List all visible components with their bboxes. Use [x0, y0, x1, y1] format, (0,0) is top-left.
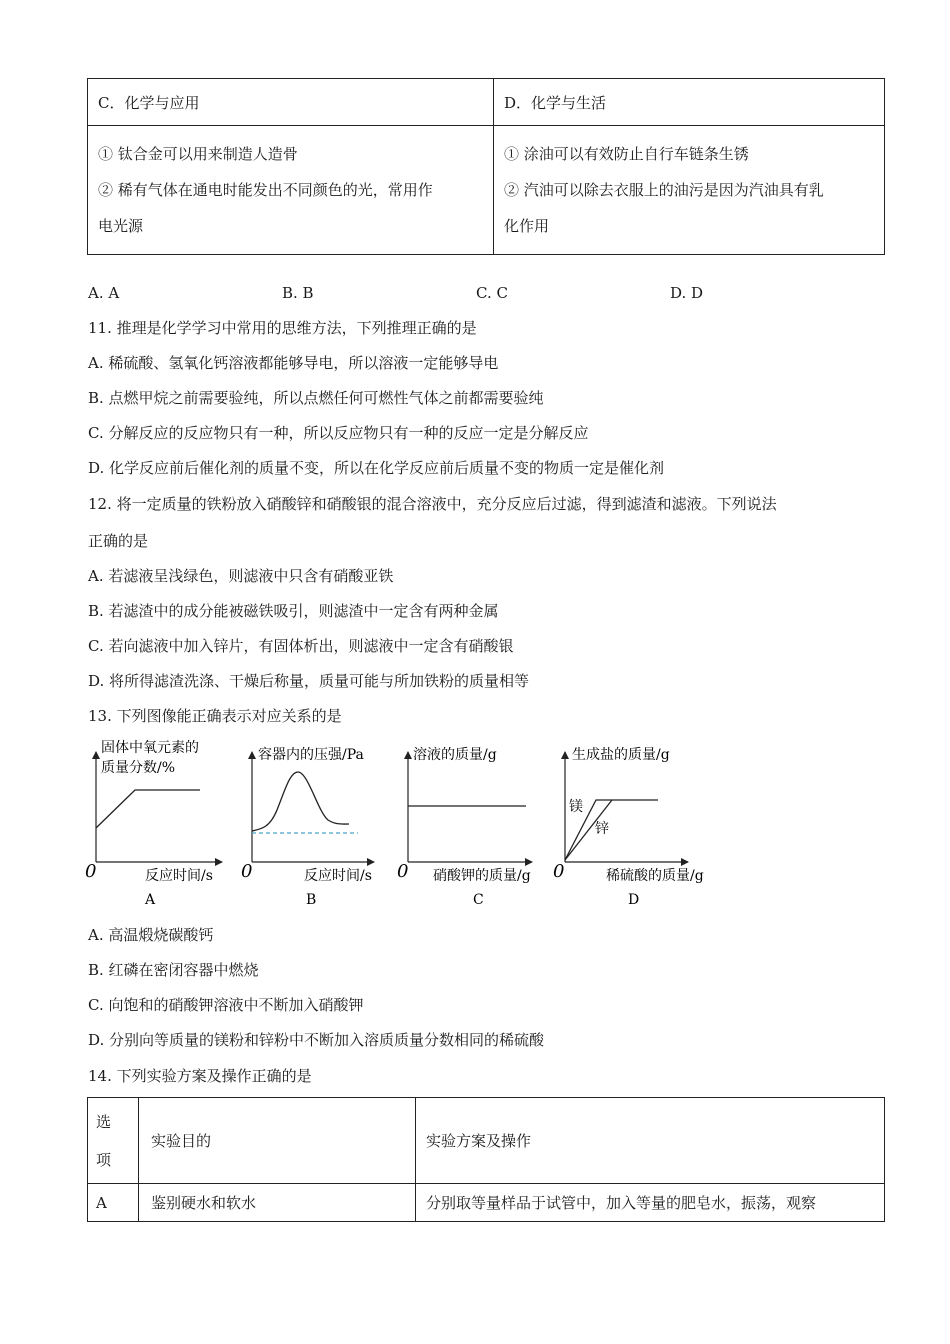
graph-d [553, 746, 704, 908]
graph-d-label-zn: 锌 [595, 821, 609, 837]
graph-d-label-mg: 镁 [569, 799, 583, 815]
q12-stem-cont: 正确的是 [88, 532, 149, 550]
q12-option-a: A. 若滤液呈浅绿色，则滤液中只含有硝酸亚铁 [88, 567, 394, 585]
graph-a-letter: A [145, 892, 156, 908]
graph-d-xlabel: 稀硫酸的质量/g [606, 868, 704, 884]
header-purpose: 实验目的 [139, 1098, 416, 1184]
row-a-option: A [88, 1184, 139, 1222]
graph-b-letter: B [306, 892, 317, 908]
q10-option-d: D. D [670, 284, 704, 302]
q11-option-b: B. 点燃甲烷之前需要验纯，所以点燃任何可燃性气体之前都需要验纯 [88, 389, 544, 407]
graph-d-ylabel: 生成盐的质量/g [572, 747, 670, 763]
graph-b-ylabel: 容器内的压强/Pa [258, 747, 364, 763]
q13-option-c: C. 向饱和的硝酸钾溶液中不断加入硝酸钾 [88, 996, 364, 1014]
q10-option-a: A. A [88, 284, 120, 302]
q13-option-d: D. 分别向等质量的镁粉和锌粉中不断加入溶质质量分数相同的稀硫酸 [88, 1031, 545, 1049]
q11-option-c: C. 分解反应的反应物只有一种，所以反应物只有一种的反应一定是分解反应 [88, 424, 589, 442]
q13-option-b: B. 红磷在密闭容器中燃烧 [88, 961, 259, 979]
header-option-line: 项 [96, 1150, 112, 1169]
graph-b [241, 746, 374, 908]
cell-line: ① 涂油可以有效防止自行车链条生锈 [504, 145, 749, 163]
header-method: 实验方案及操作 [416, 1098, 885, 1184]
q10-option-c: C. C [476, 284, 508, 302]
graph-a-curve [96, 790, 200, 828]
graph-c-letter: C [473, 892, 484, 908]
q14-stem: 14. 下列实验方案及操作正确的是 [88, 1067, 312, 1085]
graph-b-curve [252, 772, 349, 831]
cell-line: 化作用 [504, 217, 550, 235]
graph-d-origin: 0 [553, 861, 565, 882]
table-cell-c-header: C．化学与应用 [88, 79, 494, 126]
header-option-line: 选 [96, 1112, 112, 1131]
q11-option-d: D. 化学反应前后催化剂的质量不变，所以在化学反应前后质量不变的物质一定是催化剂 [88, 459, 665, 477]
q10-option-b: B. B [282, 284, 314, 302]
q12-stem: 12. 将一定质量的铁粉放入硝酸锌和硝酸银的混合溶液中，充分反应后过滤，得到滤渣和滤液。下列说法 [88, 495, 777, 513]
table-cell-d-header: D．化学与生活 [494, 79, 885, 126]
q11-stem: 11. 推理是化学学习中常用的思维方法，下列推理正确的是 [88, 319, 477, 337]
q13-option-a: A. 高温煅烧碳酸钙 [88, 926, 214, 944]
experiment-table [87, 1097, 885, 1222]
graph-d-letter: D [628, 892, 640, 908]
graph-a-ylabel-2: 质量分数/% [101, 760, 176, 776]
graph-c [397, 746, 532, 908]
graph-b-xlabel: 反应时间/s [304, 868, 372, 884]
q13-stem: 13. 下列图像能正确表示对应关系的是 [88, 707, 342, 725]
graph-a-origin: 0 [85, 861, 97, 882]
cell-line: ① 钛合金可以用来制造人造骨 [98, 145, 298, 163]
graph-c-ylabel: 溶液的质量/g [413, 747, 497, 763]
header-option [88, 1098, 139, 1184]
cell-line: ② 稀有气体在通电时能发出不同颜色的光，常用作 [98, 181, 433, 199]
graph-a-ylabel-1: 固体中氧元素的 [101, 740, 199, 756]
graph-c-origin: 0 [397, 861, 409, 882]
cell-line: ② 汽油可以除去衣服上的油污是因为汽油具有乳 [504, 181, 824, 199]
graph-c-xlabel: 硝酸钾的质量/g [433, 868, 531, 884]
graph-b-origin: 0 [241, 861, 253, 882]
q12-option-c: C. 若向滤液中加入锌片，有固体析出，则滤液中一定含有硝酸银 [88, 637, 514, 655]
q12-option-d: D. 将所得滤渣洗涤、干燥后称量，质量可能与所加铁粉的质量相等 [88, 672, 530, 690]
graph-a-xlabel: 反应时间/s [145, 868, 213, 884]
cell-line: 电光源 [98, 217, 144, 235]
q12-option-b: B. 若滤渣中的成分能被磁铁吸引，则滤渣中一定含有两种金属 [88, 602, 499, 620]
q11-option-a: A. 稀硫酸、氢氧化钙溶液都能够导电，所以溶液一定能够导电 [88, 354, 499, 372]
row-a-method: 分别取等量样品于试管中，加入等量的肥皂水，振荡，观察 [416, 1184, 885, 1222]
graph-a [85, 739, 222, 908]
row-a-purpose: 鉴别硬水和软水 [139, 1184, 416, 1222]
